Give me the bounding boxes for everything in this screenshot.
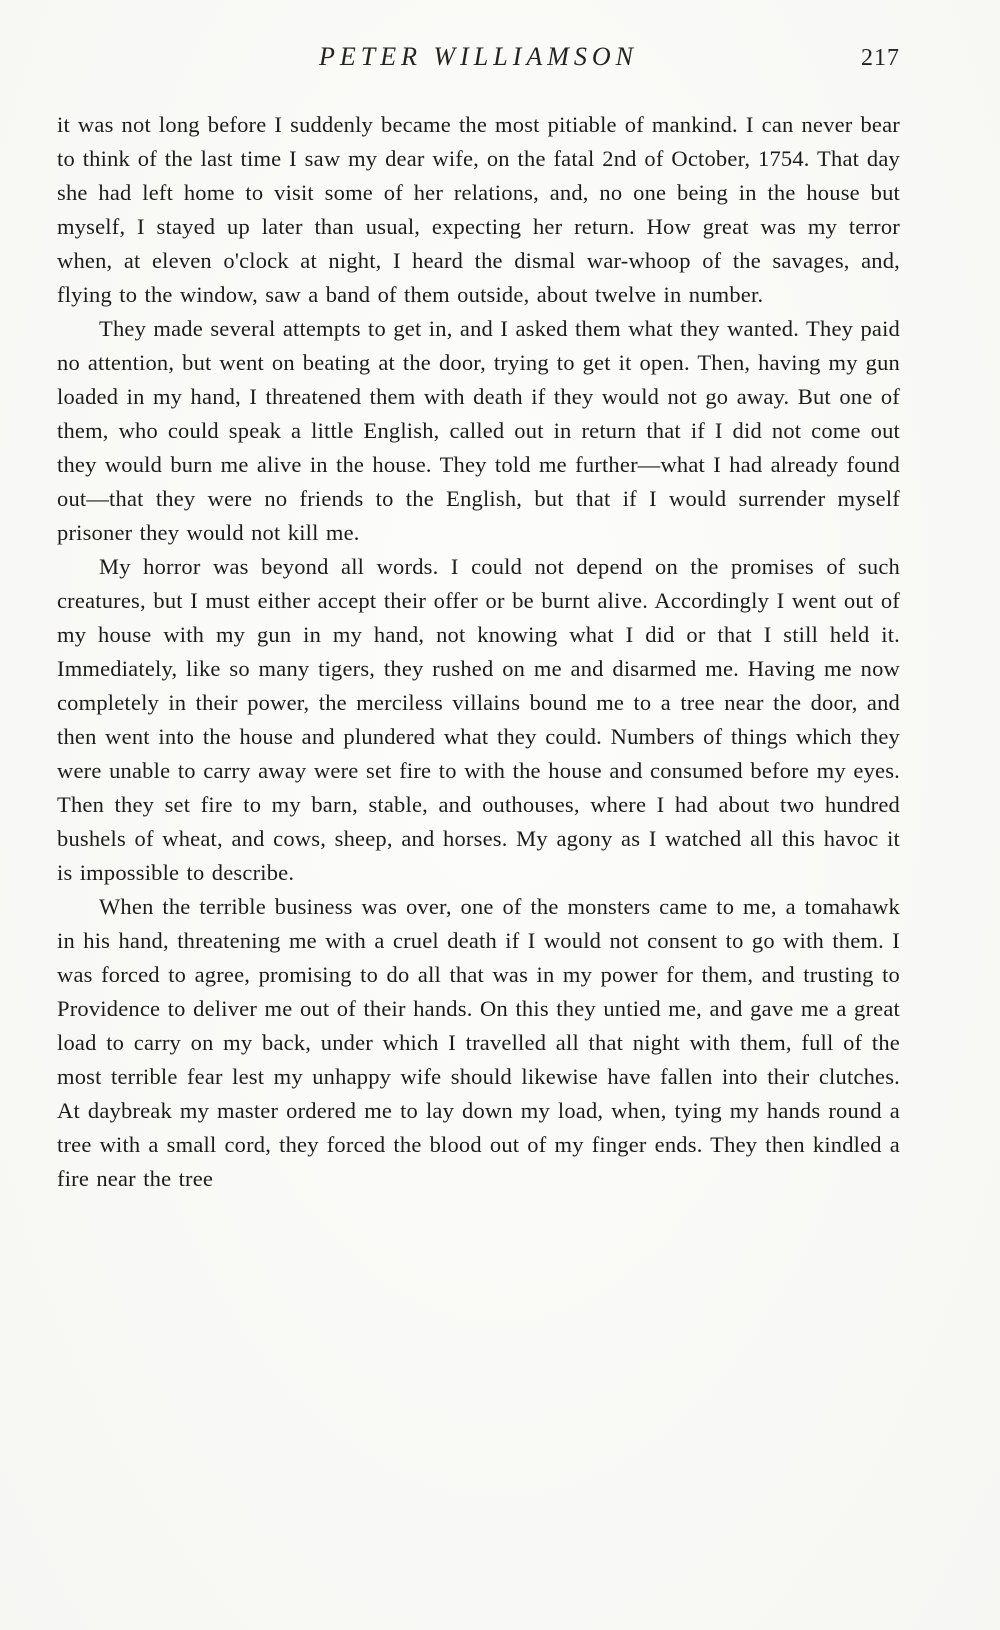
paragraph: They made several attempts to get in, and I asked them what they wanted. They paid no attention, but went on beating at the door, trying to get it open. Then, having my gun loaded in my hand, I threatened them with death if they would not go away. But one of them, who could speak a little English, called out in return that if I did not come out they would burn me alive in the house. They told me further—what I had already found out—that they were no friends to the English, but that if I would surrender myself prisoner they would not kill me. xyxy=(57,316,900,545)
running-header xyxy=(57,42,900,78)
paragraph: My horror was beyond all words. I could not depend on the promises of such creatures, but I must either accept their offer or be burnt alive. Accordingly I went out of my house with my gun in my hand, not knowing what I did or that I still held it. Immediately, like so many tigers, they rushed on me and disarmed me. Having me now completely in their power, the merciless villains bound me to a tree near the door, and then went into the house and plundered what they could. Numbers of things which they were unable to carry away were set fire to with the house and consumed before my eyes. Then they set fire to my barn, stable, and outhouses, where I had about two hundred bushels of wheat, and cows, sheep, and horses. My agony as I watched all this havoc it is impossible to describe. xyxy=(57,554,900,885)
page-title: PETER WILLIAMSON xyxy=(318,42,639,71)
paragraph: When the terrible business was over, one of the monsters came to me, a tomahawk in his hand, threatening me with a cruel death if I would not consent to go with them. I was forced to agree, promising to do all that was in my power for them, and trusting to Providence to deliver me out of their hands. On this they untied me, and gave me a great load to carry on my back, under which I travelled all that night with them, full of the most terrible fear lest my unhappy wife should likewise have fallen into their clutches. At daybreak my master ordered me to lay down my load, when, tying my hands round a tree with a small cord, they forced the blood out of my finger ends. They then kindled a fire near the tree xyxy=(57,894,900,1191)
page-body-text xyxy=(57,108,900,1196)
page-number: 217 xyxy=(861,45,900,71)
paragraph: it was not long before I suddenly became the most pitiable of mankind. I can never bear to think of the last time I saw my dear wife, on the fatal 2nd of October, 1754. That day she had left home to visit some of her relations, and, no one being in the house but myself, I stayed up later than usual, expecting her return. How great was my terror when, at eleven o'clock at night, I heard the dismal war-whoop of the savages, and, flying to the window, saw a band of them outside, about twelve in number. xyxy=(57,112,900,307)
